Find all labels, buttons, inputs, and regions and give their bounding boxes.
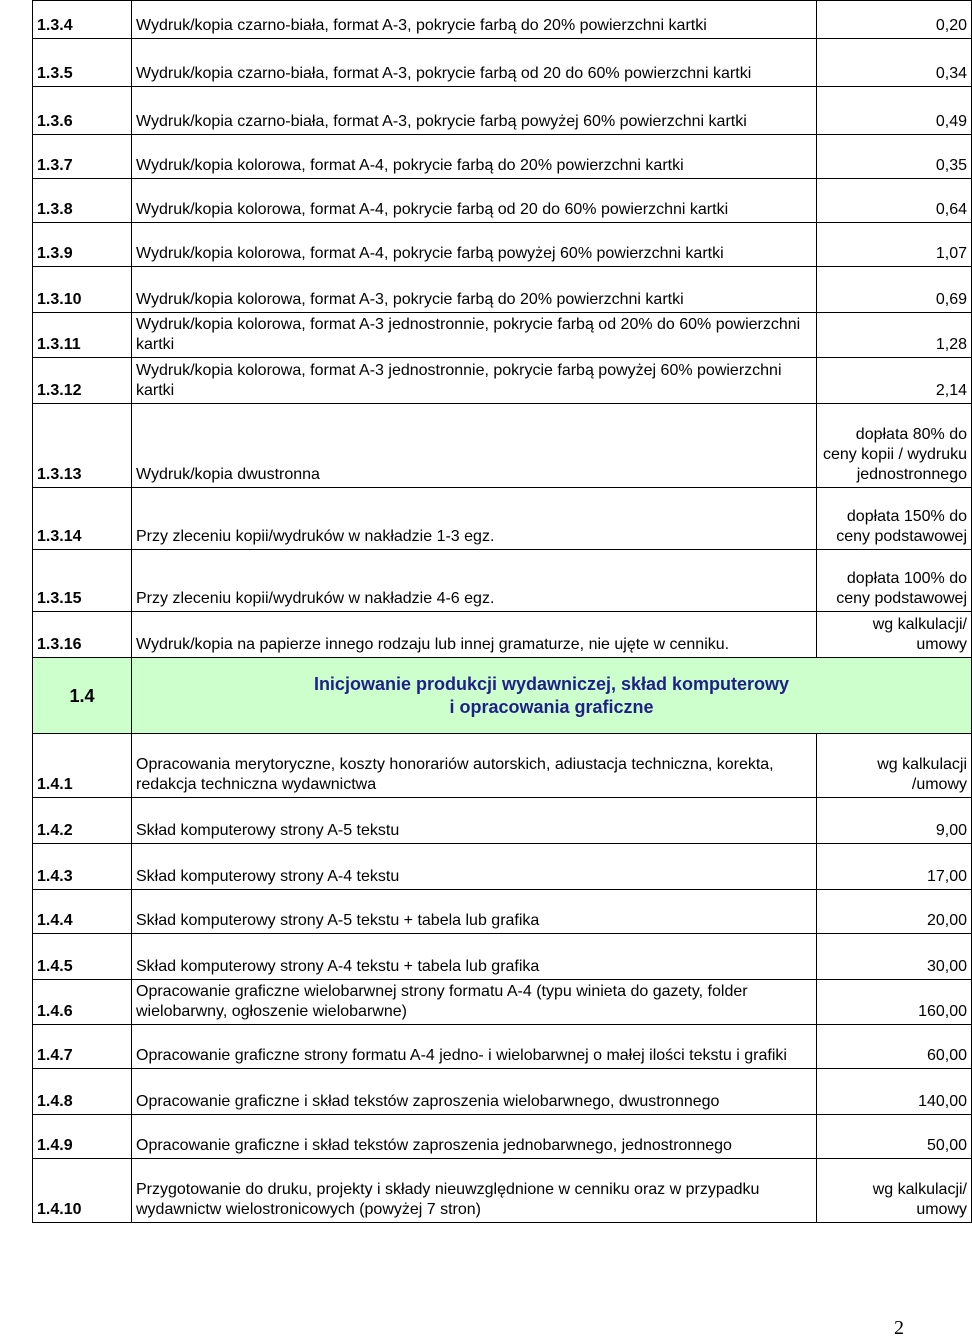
row-price: dopłata 150% do ceny podstawowej <box>817 488 972 550</box>
row-description: Wydruk/kopia kolorowa, format A-4, pokrycie farbą powyżej 60% powierzchni kartki <box>132 223 817 267</box>
row-number: 1.3.12 <box>33 358 132 404</box>
table-row <box>33 39 972 87</box>
row-price: 160,00 <box>817 980 972 1025</box>
section-number: 1.4 <box>33 658 132 734</box>
table-row <box>33 87 972 135</box>
row-number: 1.4.7 <box>33 1025 132 1069</box>
row-number: 1.3.6 <box>33 87 132 135</box>
table-row <box>33 550 972 612</box>
table-row <box>33 1069 972 1115</box>
table-row <box>33 980 972 1025</box>
row-number: 1.4.3 <box>33 844 132 890</box>
table-row <box>33 1 972 39</box>
row-description: Przy zleceniu kopii/wydruków w nakładzie 1-3 egz. <box>132 488 817 550</box>
table-row <box>33 313 972 358</box>
row-description: Wydruk/kopia czarno-biała, format A-3, pokrycie farbą od 20 do 60% powierzchni kartki <box>132 39 817 87</box>
row-number: 1.4.8 <box>33 1069 132 1115</box>
row-price: 60,00 <box>817 1025 972 1069</box>
row-description: Wydruk/kopia kolorowa, format A-4, pokrycie farbą do 20% powierzchni kartki <box>132 135 817 179</box>
row-price: dopłata 80% do ceny kopii / wydruku jednostronnego <box>817 404 972 488</box>
row-price: dopłata 100% do ceny podstawowej <box>817 550 972 612</box>
table-row <box>33 1025 972 1069</box>
table-row <box>33 734 972 798</box>
table-row <box>33 890 972 934</box>
table-row <box>33 488 972 550</box>
table-row <box>33 844 972 890</box>
row-description: Skład komputerowy strony A-5 tekstu + tabela lub grafika <box>132 890 817 934</box>
row-number: 1.3.4 <box>33 1 132 39</box>
row-price: 17,00 <box>817 844 972 890</box>
row-description: Opracowanie graficzne i skład tekstów zaproszenia wielobarwnego, dwustronnego <box>132 1069 817 1115</box>
row-number: 1.3.7 <box>33 135 132 179</box>
row-description: Przy zleceniu kopii/wydruków w nakładzie 4-6 egz. <box>132 550 817 612</box>
page-number: 2 <box>894 1317 904 1339</box>
row-number: 1.4.6 <box>33 980 132 1025</box>
row-number: 1.4.5 <box>33 934 132 980</box>
section-title-line-2: i opracowania graficzne <box>449 696 654 717</box>
section-header-row <box>33 658 972 734</box>
section-title <box>132 658 972 734</box>
row-description: Skład komputerowy strony A-5 tekstu <box>132 798 817 844</box>
table-row <box>33 1159 972 1223</box>
row-price: 1,07 <box>817 223 972 267</box>
row-number: 1.3.16 <box>33 612 132 658</box>
row-number: 1.3.5 <box>33 39 132 87</box>
row-description: Skład komputerowy strony A-4 tekstu <box>132 844 817 890</box>
row-description: Wydruk/kopia dwustronna <box>132 404 817 488</box>
row-description: Przygotowanie do druku, projekty i składy nieuwzględnione w cenniku oraz w przypadku wydawnictw wielostronicowych (powyżej 7 stron) <box>132 1159 817 1223</box>
row-number: 1.3.14 <box>33 488 132 550</box>
row-price: 30,00 <box>817 934 972 980</box>
table-row <box>33 223 972 267</box>
row-number: 1.3.9 <box>33 223 132 267</box>
row-description: Wydruk/kopia kolorowa, format A-3, pokrycie farbą do 20% powierzchni kartki <box>132 267 817 313</box>
row-number: 1.4.1 <box>33 734 132 798</box>
row-description: Wydruk/kopia czarno-biała, format A-3, pokrycie farbą do 20% powierzchni kartki <box>132 1 817 39</box>
row-number: 1.4.2 <box>33 798 132 844</box>
table-row <box>33 934 972 980</box>
row-price: 2,14 <box>817 358 972 404</box>
row-number: 1.3.13 <box>33 404 132 488</box>
table-row <box>33 1115 972 1159</box>
row-price: 0,64 <box>817 179 972 223</box>
row-description: Opracowania merytoryczne, koszty honorariów autorskich, adiustacja techniczna, korekta, redakcja techniczna wydawnictwa <box>132 734 817 798</box>
row-description: Opracowanie graficzne strony formatu A-4 jedno- i wielobarwnej o małej ilości tekstu i grafiki <box>132 1025 817 1069</box>
section-title-line-1: Inicjowanie produkcji wydawniczej, skład komputerowy <box>313 673 790 694</box>
price-list-table <box>32 0 972 1223</box>
row-price: 0,20 <box>817 1 972 39</box>
row-price: 20,00 <box>817 890 972 934</box>
row-description: Wydruk/kopia czarno-biała, format A-3, pokrycie farbą powyżej 60% powierzchni kartki <box>132 87 817 135</box>
table-row <box>33 798 972 844</box>
row-number: 1.4.10 <box>33 1159 132 1223</box>
row-number: 1.3.15 <box>33 550 132 612</box>
row-number: 1.4.4 <box>33 890 132 934</box>
row-price: 0,49 <box>817 87 972 135</box>
table-row <box>33 267 972 313</box>
row-number: 1.3.10 <box>33 267 132 313</box>
row-description: Wydruk/kopia kolorowa, format A-3 jednostronnie, pokrycie farbą od 20% do 60% powierzchni kartki <box>132 313 817 358</box>
table-row <box>33 358 972 404</box>
row-description: Wydruk/kopia kolorowa, format A-3 jednostronnie, pokrycie farbą powyżej 60% powierzchni kartki <box>132 358 817 404</box>
row-price: wg kalkulacji/ umowy <box>817 1159 972 1223</box>
table-row <box>33 135 972 179</box>
row-price: 140,00 <box>817 1069 972 1115</box>
row-description: Wydruk/kopia kolorowa, format A-4, pokrycie farbą od 20 do 60% powierzchni kartki <box>132 179 817 223</box>
row-price: 9,00 <box>817 798 972 844</box>
row-price: wg kalkulacji /umowy <box>817 734 972 798</box>
table-row <box>33 179 972 223</box>
row-price: wg kalkulacji/ umowy <box>817 612 972 658</box>
row-description: Opracowanie graficzne i skład tekstów zaproszenia jednobarwnego, jednostronnego <box>132 1115 817 1159</box>
table-row <box>33 612 972 658</box>
row-description: Skład komputerowy strony A-4 tekstu + tabela lub grafika <box>132 934 817 980</box>
row-number: 1.3.11 <box>33 313 132 358</box>
row-price: 0,34 <box>817 39 972 87</box>
row-description: Wydruk/kopia na papierze innego rodzaju lub innej gramaturze, nie ujęte w cenniku. <box>132 612 817 658</box>
table-row <box>33 404 972 488</box>
row-price: 0,35 <box>817 135 972 179</box>
row-description: Opracowanie graficzne wielobarwnej strony formatu A-4 (typu winieta do gazety, folder wielobarwny, ogłoszenie wielobarwne) <box>132 980 817 1025</box>
row-price: 50,00 <box>817 1115 972 1159</box>
row-price: 0,69 <box>817 267 972 313</box>
row-number: 1.3.8 <box>33 179 132 223</box>
row-price: 1,28 <box>817 313 972 358</box>
row-number: 1.4.9 <box>33 1115 132 1159</box>
